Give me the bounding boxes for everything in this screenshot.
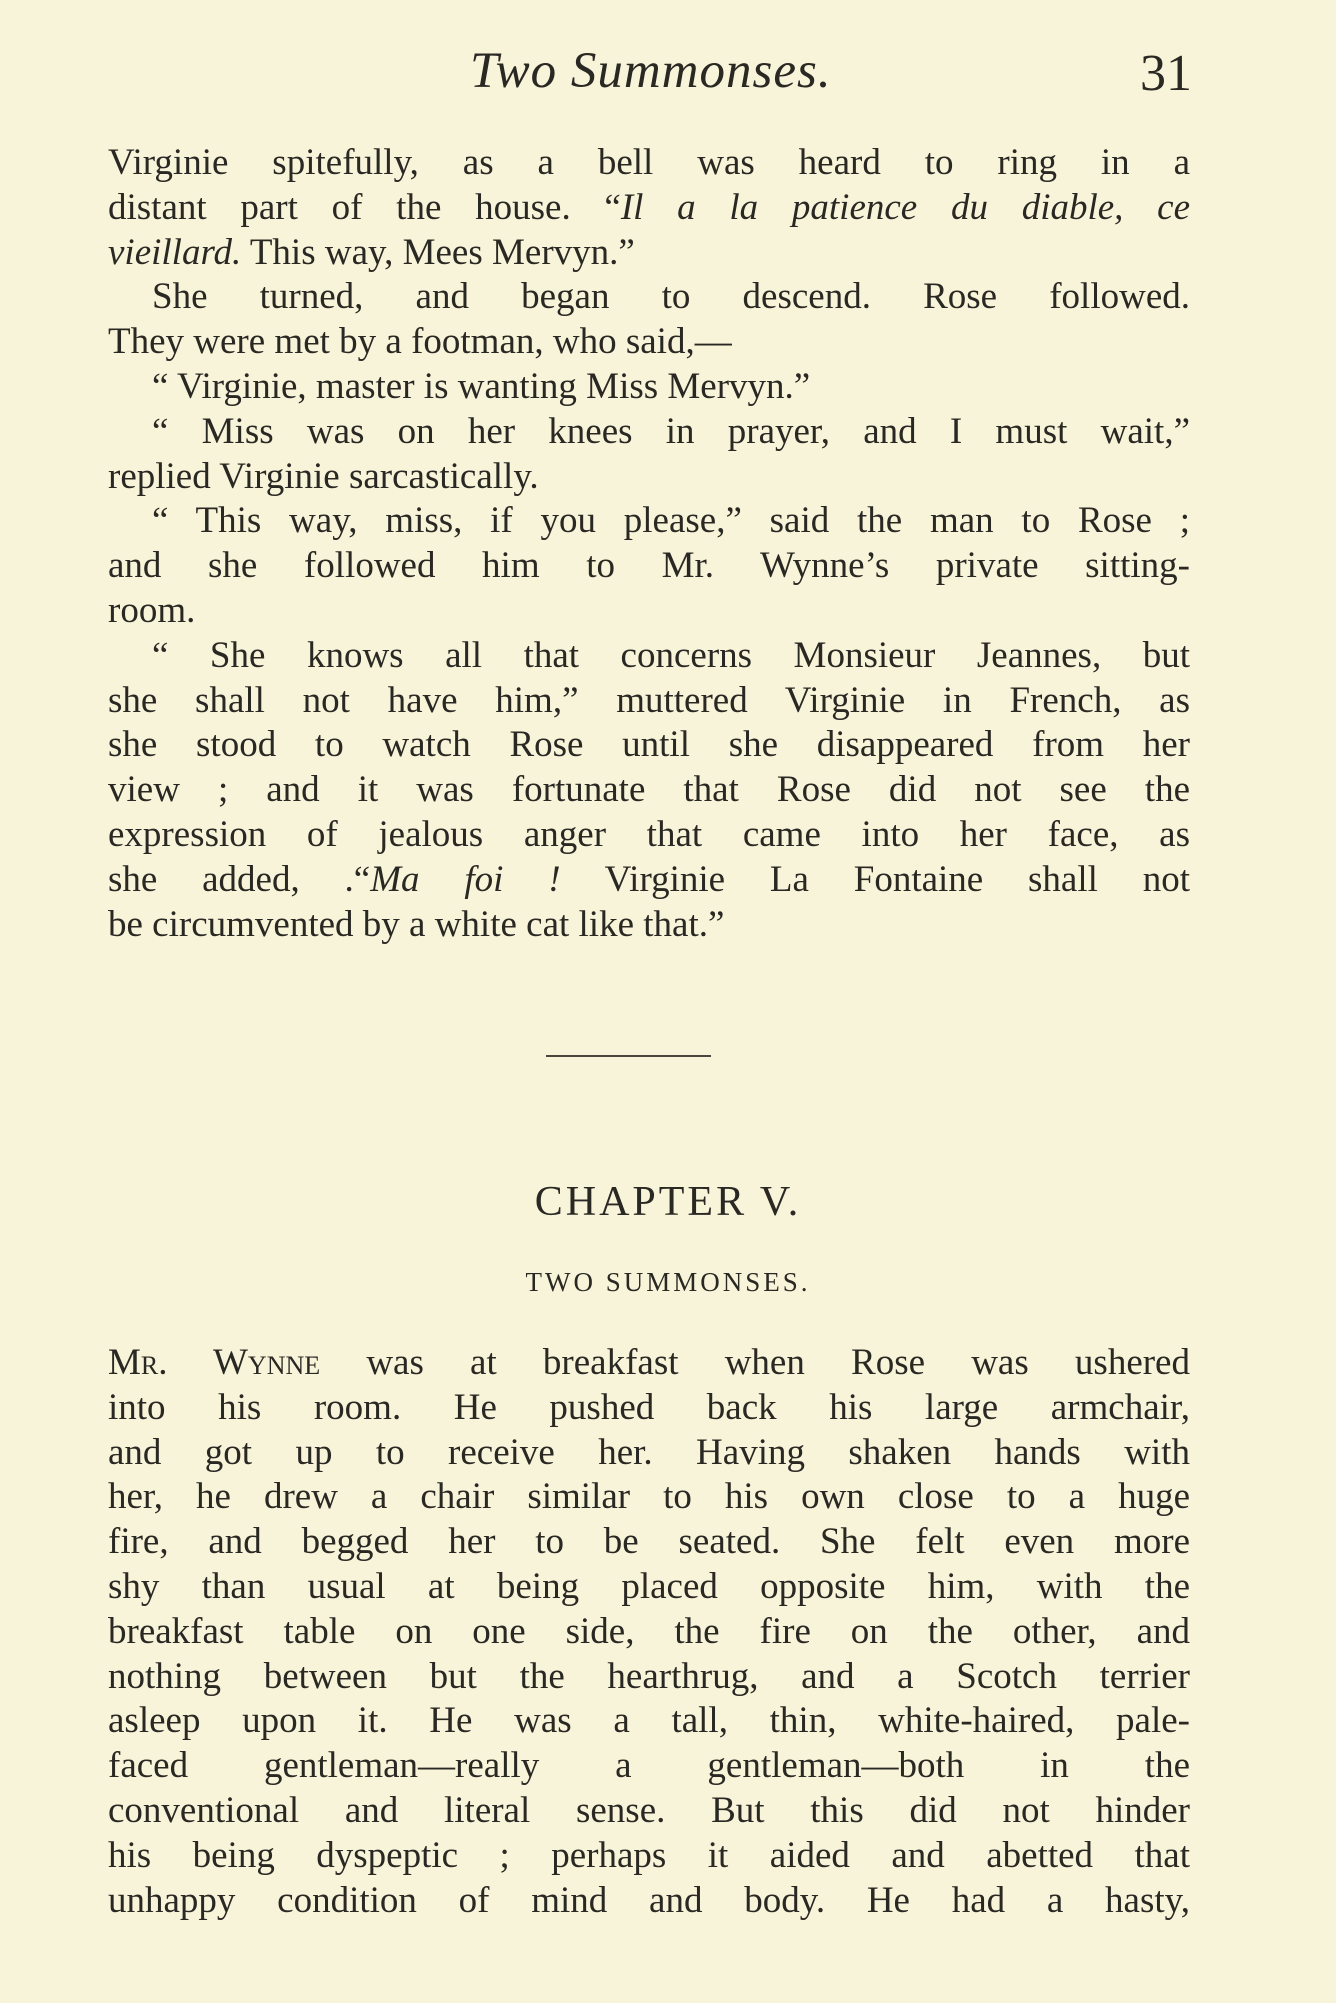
text-line: and she followed him to Mr. Wynne’s private sitting- bbox=[108, 545, 1190, 587]
running-header bbox=[0, 42, 1336, 112]
text-line: faced gentleman—really a gentleman—both in the bbox=[108, 1745, 1190, 1787]
text-line: unhappy condition of mind and body. He had a hasty, bbox=[108, 1879, 1190, 1921]
text-line: shy than usual at being placed opposite him, with the bbox=[108, 1565, 1190, 1607]
french-quote: vieillard. bbox=[108, 231, 242, 273]
page-number: 31 bbox=[1140, 45, 1192, 102]
french-quote: Il a la patience du diable, ce bbox=[620, 186, 1190, 228]
text-line: his being dyspeptic ; perhaps it aided and abetted that bbox=[108, 1834, 1190, 1876]
text-line: fire, and begged her to be seated. She felt even more bbox=[108, 1521, 1190, 1563]
text-line: replied Virginie sarcastically. bbox=[108, 455, 539, 497]
text-line: breakfast table on one side, the fire on the other, and bbox=[108, 1610, 1190, 1652]
text-line: room. bbox=[108, 589, 196, 631]
text-line bbox=[108, 231, 1190, 276]
text-segment: she added, .“ bbox=[108, 858, 371, 900]
text-segment: This way, Mees Mervyn.” bbox=[241, 231, 635, 273]
name-smallcaps: Mr. Wynne bbox=[108, 1342, 321, 1383]
text-line: she stood to watch Rose until she disappeared from her bbox=[108, 724, 1190, 766]
text-line: conventional and literal sense. But this did not hinder bbox=[108, 1789, 1190, 1831]
text-line: Virginie spitefully, as a bell was heard to ring in a bbox=[108, 142, 1190, 183]
text-line: “ Virginie, master is wanting Miss Mervyn.” bbox=[152, 365, 811, 407]
text-segment: was at breakfast when Rose was ushered bbox=[320, 1342, 1190, 1383]
text-line: “ This way, miss, if you please,” said the man to Rose ; bbox=[152, 500, 1190, 542]
text-line: into his room. He pushed back his large armchair, bbox=[108, 1386, 1190, 1428]
body-text-bottom bbox=[108, 1341, 1190, 1923]
text-line: be circumvented by a white cat like that.” bbox=[108, 903, 725, 945]
text-line: and got up to receive her. Having shaken hands with bbox=[108, 1431, 1190, 1473]
running-title: Two Summonses. bbox=[470, 43, 832, 99]
text-line: They were met by a footman, who said,— bbox=[108, 321, 732, 363]
body-text-top bbox=[108, 141, 1190, 947]
text-line: “ She knows all that concerns Monsieur Jeannes, but bbox=[152, 634, 1190, 676]
text-line bbox=[108, 186, 1190, 231]
text-line bbox=[108, 1341, 1190, 1386]
french-quote: Ma foi ! bbox=[370, 858, 561, 900]
text-line: asleep upon it. He was a tall, thin, white-haired, pale- bbox=[108, 1700, 1190, 1742]
chapter-subtitle: TWO SUMMONSES. bbox=[525, 1267, 811, 1297]
text-segment: Virginie La Fontaine shall not bbox=[560, 858, 1191, 900]
chapter-heading: CHAPTER V. bbox=[534, 1179, 802, 1225]
text-line: “ Miss was on her knees in prayer, and I must wait,” bbox=[152, 410, 1190, 452]
text-line: her, he drew a chair similar to his own close to a huge bbox=[108, 1476, 1190, 1518]
text-line bbox=[108, 858, 1190, 903]
text-line: She turned, and began to descend. Rose followed. bbox=[152, 276, 1190, 318]
text-segment: distant part of the house. “ bbox=[108, 186, 621, 228]
text-line: she shall not have him,” muttered Virginie in French, as bbox=[108, 679, 1190, 721]
text-line: expression of jealous anger that came into her face, as bbox=[108, 813, 1190, 855]
text-line: nothing between but the hearthrug, and a Scotch terrier bbox=[108, 1655, 1190, 1697]
text-line: view ; and it was fortunate that Rose did not see the bbox=[108, 769, 1190, 811]
section-divider bbox=[546, 1055, 711, 1057]
